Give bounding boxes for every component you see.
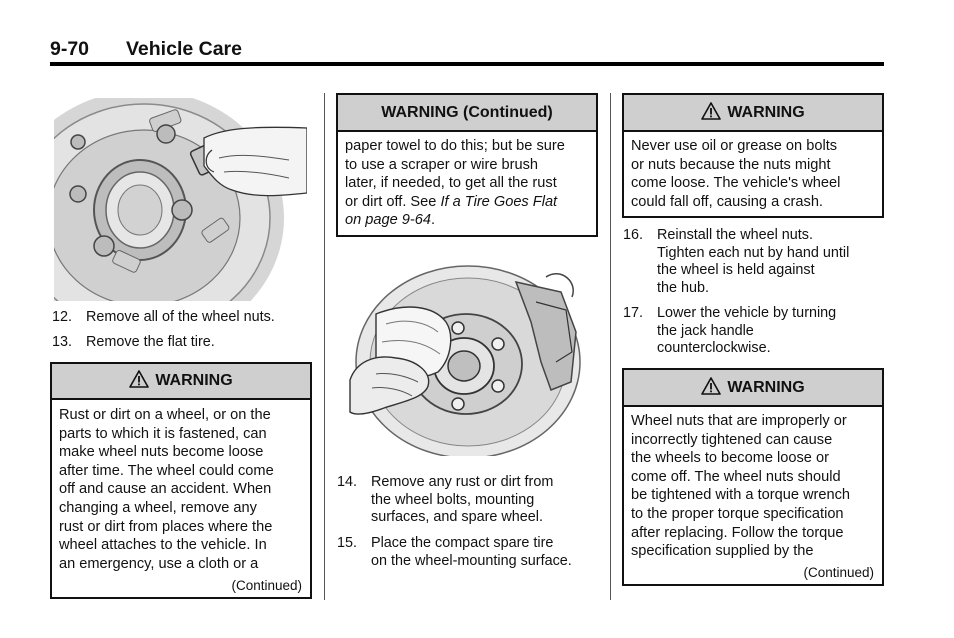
section-title: Vehicle Care xyxy=(126,38,242,60)
page-number: 9-70 xyxy=(50,38,90,60)
warning-box xyxy=(622,93,884,218)
warning-header: WARNING xyxy=(624,95,882,132)
wheel-nut-removal-illustration xyxy=(54,98,307,301)
continued-label: (Continued) xyxy=(803,565,874,580)
warning-header: WARNING (Continued) xyxy=(338,95,596,132)
warning-body: Never use oil or grease on bolts or nuts because the nuts might come loose. The vehicle's wheel could fall off, causing a crash. xyxy=(631,138,841,210)
column-divider xyxy=(324,93,325,600)
header-rule xyxy=(50,62,884,66)
page-header xyxy=(50,38,242,61)
warning-triangle-icon xyxy=(129,370,149,388)
warning-body: Wheel nuts that are improperly or incorrectly tightened can cause the wheels to become loose or come off. The wheel nuts should be tightened with a torque wrench to the proper torque specification after replacing. Follow the torque specification supplied by the xyxy=(631,413,851,560)
warning-body: paper towel to do this; but be sure to use a scraper or wire brush later, if needed, to get all the rust or dirt off. See If a Tire Goes Flat on page 9-64. xyxy=(345,138,565,229)
warning-triangle-icon xyxy=(701,102,721,120)
cross-reference: on page 9-64 xyxy=(345,212,432,229)
hub-cleaning-illustration xyxy=(346,262,596,456)
warning-body: Rust or dirt on a wheel, or on the parts to which it is fastened, can make wheel nuts become loose after time. The wheel could come off and cause an accident. When changing a wheel, remove any rust or dirt from places where the wheel attaches to the vehicle. In an emergency, use a cloth or a xyxy=(59,407,274,572)
continued-label: (Continued) xyxy=(231,578,302,593)
warning-box xyxy=(622,368,884,586)
warning-box-continued xyxy=(336,93,598,237)
warning-triangle-icon xyxy=(701,377,721,395)
warning-box xyxy=(50,362,312,599)
warning-header: WARNING xyxy=(52,364,310,400)
cross-reference: If a Tire Goes Flat xyxy=(440,193,558,210)
warning-header: WARNING xyxy=(624,370,882,407)
column-divider xyxy=(610,93,611,600)
